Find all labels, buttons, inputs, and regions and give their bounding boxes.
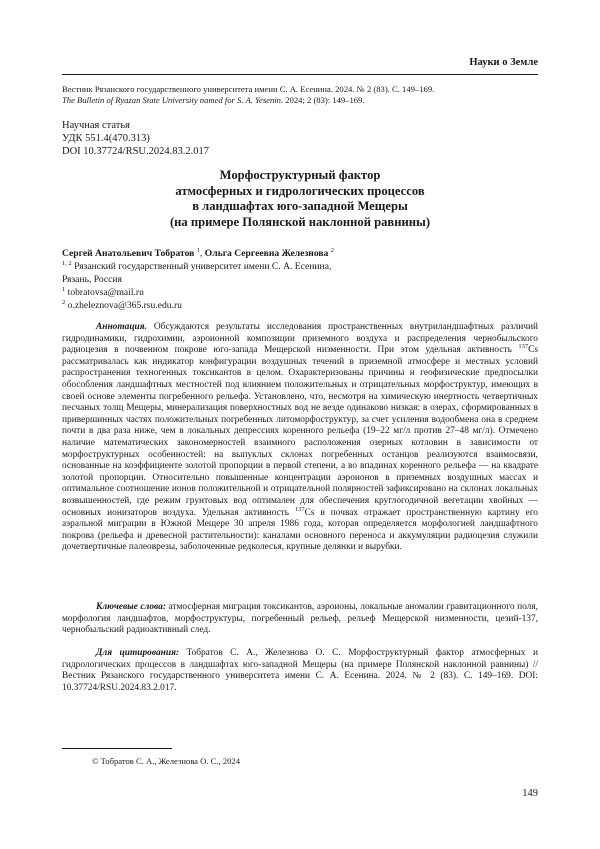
- citation: [62, 648, 538, 694]
- author-2-sup: 2: [330, 246, 335, 254]
- citation-text: Тобратов С. А., Железнова О. С. Морфоструктурный фактор атмосферных и гидрологических процессов в ландшафтах юго-западной Мещеры (на примере Полянской наклонной равнины) // Вестник Рязанского государственного университета имени С. А. Есенина. 2024. № 2 (83). С. 149–169. DOI: 10.37724/RSU.2024.83.2.017.: [62, 648, 538, 693]
- keywords-label: Ключевые слова:: [96, 602, 166, 612]
- keywords-text: атмосферная миграция токсикантов, аэроионы, локальные аномалии гравитационного поля, морфология ландшафтов, морфоструктуры, погребенный рельеф, рельеф Мещерской низменности, цезий-137, чернобыльский радиоактивный след.: [62, 602, 538, 636]
- title-line: (на примере Полянской наклонной равнины): [169, 214, 431, 229]
- isotope-sup: 137: [294, 505, 305, 513]
- authors-block: [62, 247, 538, 312]
- keywords: [62, 602, 538, 637]
- journal-issue-en: 2024; 2 (83): 149–169.: [283, 95, 365, 105]
- author-separator: ,: [199, 248, 205, 259]
- title-line: Морфоструктурный фактор: [219, 168, 381, 182]
- email-2-link[interactable]: o.zheleznova@365.rsu.edu.ru: [65, 300, 182, 311]
- abstract-text: Cs в почвах отражает пространственную картину его аэральной миграции в Южной Мещере 30 апреля 1986 года, которая определяется морфологией ландшафтного покрова (рельефа и древесной растительности): каналами основного переноса и аккумуляции радиоцезия служили дочетвертичные палеоврезы, заболоченные редколесья, крупные делянки и вырубки.: [62, 507, 538, 553]
- email-1-link[interactable]: tobratovsa@mail.ru: [65, 287, 144, 298]
- author-2-name: Ольга Сергеевна Железнова: [204, 248, 329, 259]
- udc-code: УДК 551.4(470.313): [62, 133, 150, 144]
- author-1-name: Сергей Анатольевич Тобратов: [62, 248, 195, 259]
- article-type: Научная статья: [62, 120, 130, 131]
- abstract-text: Cs рассматривалась как индикатор конфигурации воздушных течений в приземной атмосфере и местных условий распространения техногенных токсикантов в целом. Охарактеризованы причины и геофизические предпосылки обособления ландшафтных местностей под влиянием положительных и отрицательных морфоструктур, имеющих в своей основе элементы погребенного рельефа. Установлено, что, несмотря на химическую инертность четвертичных песчаных толщ Мещеры, минерализация поверхностных вод не везде одинаково низкая: в озерах, сформированных в привершинных частях положительных погребенных литоморфоструктур, за счет усиления водообмена она в среднем почти в два раза ниже, чем в локальных депрессиях коренного рельефа (19–22 мг/л против 27–48 мг/л). Отмечено наличие математических закономерностей взаимного расположения озерных котловин в зависимости от морфоструктурных особенностей: на выпуклых склонах погребенных останцов реализуются взаимосвязи, основанные на коэффициенте золотой пропорции в первой степени, а во впадинах коренного рельефа — на квадрате золотой пропорции. Относительно повышенные концентрации аэроионов в приземных воздушных массах и оптимальное соотношение ионов положительной и отрицательной полярностей зафиксировано на склонах локальных возвышенностей, где режим грунтовых вод оптимален для обеспечения круглогодичной вегетации хвойных — основных ионизаторов воздуха. Удельная активность: [62, 345, 538, 518]
- copyright: © Тобратов С. А., Железнова О. С., 2024: [92, 756, 241, 766]
- doi[interactable]: DOI 10.37724/RSU.2024.83.2.017: [62, 146, 210, 157]
- email-1-sup: 1: [62, 285, 66, 293]
- article-meta: [62, 119, 209, 158]
- email-1: [62, 286, 538, 299]
- citation-label: Для цитирования:: [96, 648, 180, 658]
- author-1-sup: 1: [196, 246, 200, 254]
- title-line: атмосферных и гидрологических процессов: [175, 183, 425, 198]
- journal-reference-en: [62, 95, 542, 106]
- title-line: в ландшафтах юго-западной Мещеры: [192, 199, 408, 214]
- journal-name-en: The Bulletin of Ryazan State University named for S. A. Yesenin.: [62, 95, 284, 105]
- abstract: [62, 322, 538, 554]
- affiliation-sup: 1, 2: [62, 259, 72, 267]
- journal-reference: [62, 84, 542, 106]
- author-names: [62, 247, 538, 260]
- affiliation-text: Рязанский государственный университет имени С. А. Есенина,: [71, 261, 332, 272]
- email-2: [62, 299, 538, 312]
- page-number: 149: [522, 788, 538, 799]
- abstract-label: Аннотация.: [96, 322, 147, 332]
- affiliation-city: Рязань, Россия: [62, 274, 122, 285]
- article-title: [62, 168, 538, 230]
- isotope-sup: 137: [518, 343, 529, 351]
- section-title: Науки о Земле: [469, 57, 538, 68]
- header-rule: [62, 74, 538, 75]
- abstract-text: Обсуждаются результаты исследования пространственных внутриландшафтных различий гидродинамики, гидрохимии, аэроионной композиции приземного воздуха и распределения чернобыльского радиоцезия в почвенном покрове юго-запада Мещерской низменности. При этом удельная активность: [62, 322, 538, 356]
- affiliation: [62, 260, 538, 273]
- email-2-sup: 2: [62, 298, 66, 306]
- footnote-rule: [62, 748, 172, 749]
- journal-reference-ru: Вестник Рязанского государственного университета имени С. А. Есенина. 2024. № 2 (83). С. 149–169.: [62, 84, 435, 94]
